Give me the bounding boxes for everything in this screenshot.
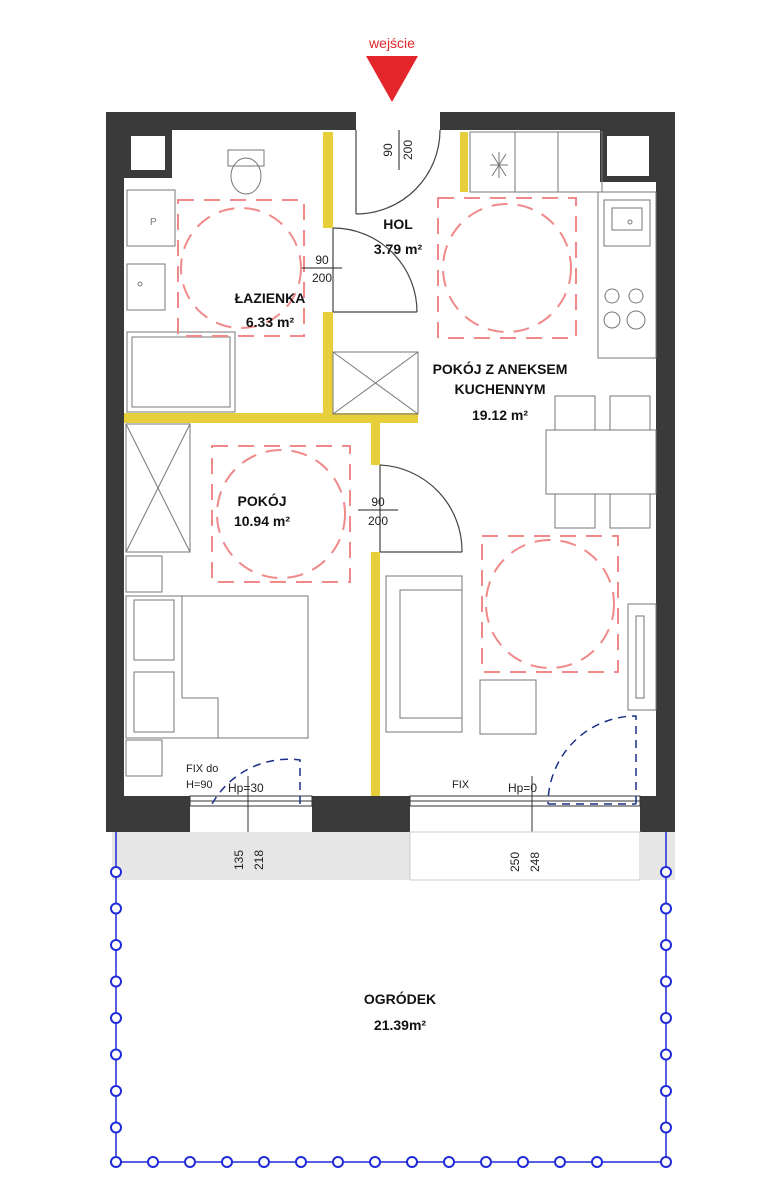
window-right-dim2: 248: [528, 851, 542, 873]
room-area-garden: 21.39m²: [373, 1017, 427, 1033]
fence-post: [661, 1086, 671, 1096]
fence-post: [661, 977, 671, 987]
fence-post: [259, 1157, 269, 1167]
fence-post: [111, 940, 121, 950]
fence-post: [555, 1157, 565, 1167]
fence-post: [661, 867, 671, 877]
window-left-dim1: 135: [232, 849, 246, 871]
door-bathroom-width: 90: [315, 253, 329, 267]
living-furniture: [386, 576, 656, 734]
window-left-fix-h: H=90: [186, 779, 213, 791]
bedroom-furniture: [126, 424, 308, 776]
window-right-fix: FIX: [452, 779, 470, 791]
room-area-living: 19.12 m²: [471, 407, 529, 423]
svg-text:P: P: [150, 217, 157, 228]
room-name-living-1: POKÓJ Z ANEKSEM: [432, 361, 568, 377]
room-name-living-2: KUCHENNYM: [454, 381, 546, 397]
fence-post: [111, 1123, 121, 1133]
entrance-arrow-icon: [366, 56, 418, 102]
window-left-fix: FIX do: [186, 763, 219, 775]
window-right-dim1: 250: [508, 851, 522, 873]
doors: [333, 130, 462, 552]
room-area-hol: 3.79 m²: [373, 241, 423, 257]
fence-post: [111, 977, 121, 987]
door-entry-height: 200: [401, 139, 415, 161]
terrace-tiles: [410, 832, 640, 880]
fence-post: [111, 1157, 121, 1167]
column-right-core: [607, 136, 649, 176]
fence-post: [296, 1157, 306, 1167]
window-left-dim2: 218: [252, 849, 266, 871]
fence-post: [661, 1157, 671, 1167]
fence-post: [592, 1157, 602, 1167]
fence-post: [661, 1123, 671, 1133]
fence-post: [661, 1013, 671, 1023]
fence-post: [111, 904, 121, 914]
bathroom-fixtures: [127, 150, 264, 412]
entrance-label: wejście: [369, 35, 415, 51]
door-bedroom-width: 90: [371, 495, 385, 509]
room-name-hol: HOL: [383, 216, 413, 232]
fence-post: [111, 1013, 121, 1023]
room-name-garden: OGRÓDEK: [363, 991, 437, 1007]
fence-post: [222, 1157, 232, 1167]
fence-post: [444, 1157, 454, 1167]
fence-post: [333, 1157, 343, 1167]
fence-post: [370, 1157, 380, 1167]
fence-post: [661, 940, 671, 950]
fence-post: [111, 1050, 121, 1060]
clearance-zones: [178, 198, 618, 672]
door-bedroom-height: 200: [367, 514, 389, 528]
room-name-bathroom: ŁAZIENKA: [234, 290, 306, 306]
room-area-bedroom: 10.94 m²: [233, 513, 291, 529]
fence-post: [111, 867, 121, 877]
fence-post: [661, 904, 671, 914]
room-name-bedroom: POKÓJ: [237, 493, 287, 509]
door-entry-width: 90: [381, 143, 395, 157]
partition-walls: [124, 132, 468, 796]
fence-post: [481, 1157, 491, 1167]
window-left-hp: Hp=30: [228, 781, 264, 795]
fence-post: [148, 1157, 158, 1167]
fence-post: [407, 1157, 417, 1167]
window-right-hp: Hp=0: [508, 781, 538, 795]
column-left-core: [131, 136, 165, 170]
hall-wardrobe: [333, 352, 418, 414]
fence-post: [518, 1157, 528, 1167]
door-bathroom-height: 200: [311, 271, 333, 285]
window-door-arcs: [212, 716, 636, 804]
fence-post: [111, 1086, 121, 1096]
fence-post: [185, 1157, 195, 1167]
room-area-bathroom: 6.33 m²: [245, 314, 295, 330]
dining-set: [546, 396, 656, 528]
fence-post: [661, 1050, 671, 1060]
